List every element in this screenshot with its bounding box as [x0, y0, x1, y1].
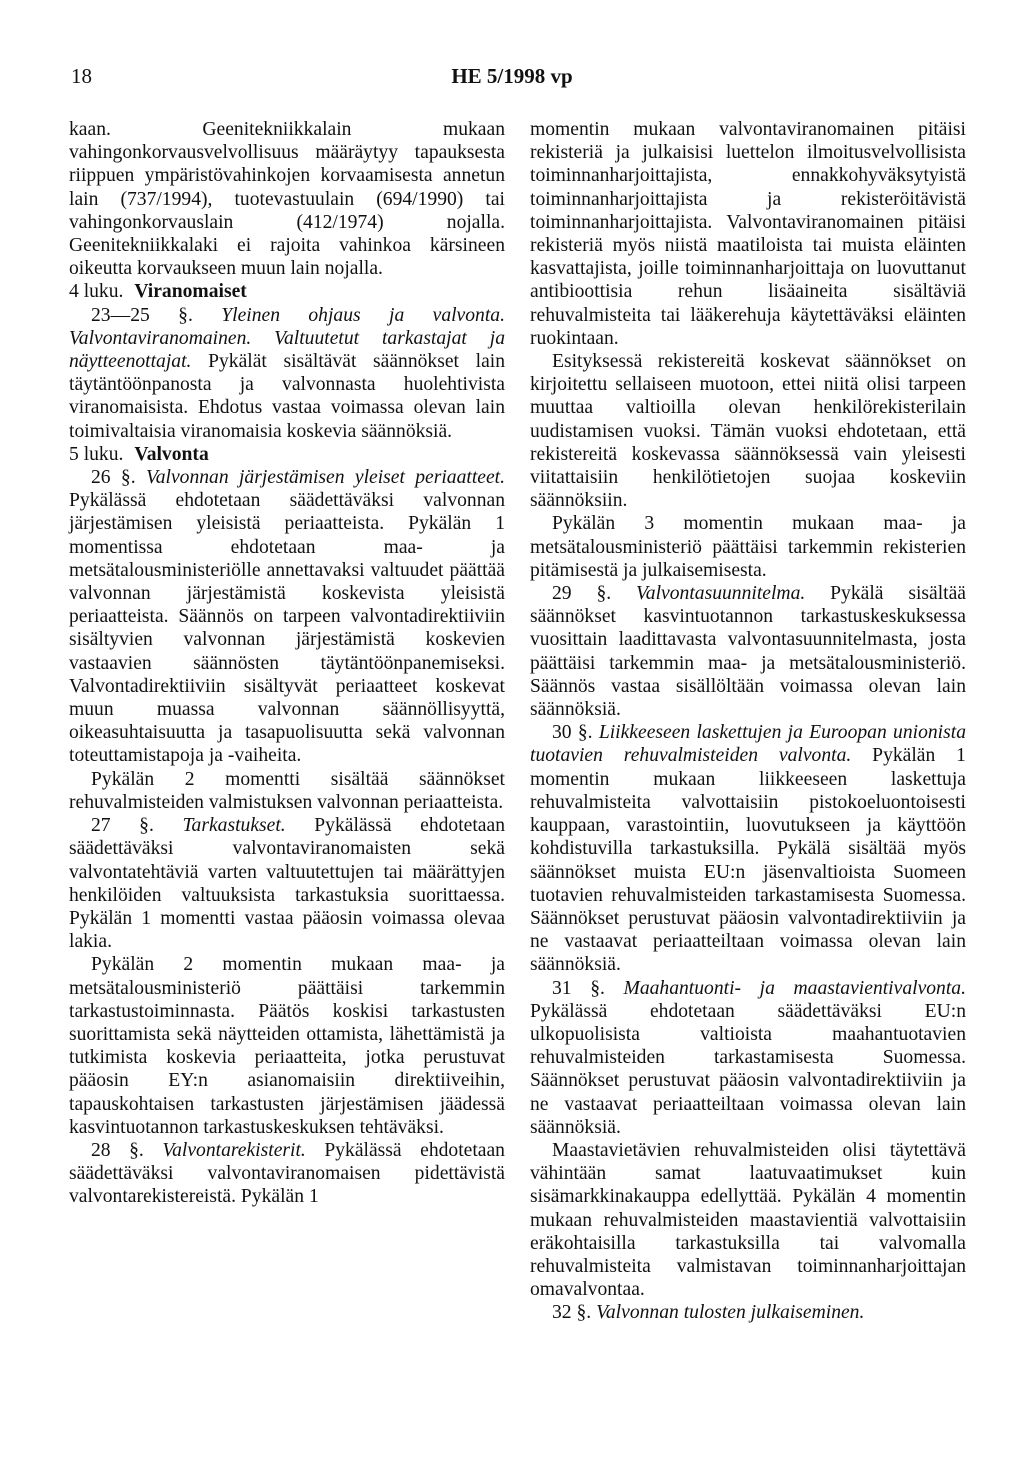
section-heading: Valvonnan järjestämisen yleiset periaatteet. — [145, 467, 506, 489]
section-text: Pykälässä ehdotetaan säädettäväksi EU:n ulkopuolisista valtioista maahantuotavien rehuvalmisteiden tarkastamisesta Suomessa. Säännökset perustuvat pääosin valvontadirektiiviin ja ne vastaavat periaatteiltaan voimassa olevan lain säännöksiä. — [530, 1000, 966, 1138]
section-number: 26 §. — [91, 467, 136, 489]
section-text: Pykälä sisältää säännökset kasvintuotannon tarkastuskeskuksessa vuosittain laadittavasta valvontasuunnitelmasta, josta päättäisi tarkemmin maa- ja metsätalousministeriö. Säännös vastaa sisällöltään voimassa olevan lain säännöksiä. — [530, 583, 966, 721]
section-heading: Liikkeeseen laskettujen ja Euroopan unionista tuotavien rehuvalmisteiden valvonta. — [530, 722, 966, 767]
page-number: 18 — [71, 64, 92, 88]
paragraph: Esityksessä rekistereitä koskevat säännökset on kirjoitettu sellaiseen muotoon, ettei niitä olisi tarpeen muuttaa valtioilla olevan henkilörekisterilain uudistamisen vuoksi. Tämän vuoksi ehdotetaan, että rekistereitä koskevassa säännöksessä vain yleisesti viitattaisiin henkilötietojen suojaa koskeviin säännöksiin. — [530, 351, 966, 512]
chapter-title: Valvonta — [134, 443, 209, 465]
right-column — [530, 118, 966, 1325]
paragraph: Pykälän 2 momentti sisältää säännökset rehuvalmisteiden valmistuksen valvonnan periaatteista. — [69, 768, 505, 813]
paragraph: momentin mukaan valvontaviranomainen pitäisi rekisteriä ja julkaisisi luettelon ilmoitusvelvollisista toiminnanharjoittajista, ennakkohyväksytyistä toiminnanharjoittajista ja rekisteröitävistä toiminnanharjoittajista. Valvontaviranomainen pitäisi rekisteriä myös niistä maatiloista tai muista eläinten kasvattajista, joille toiminnanharjoittaja on luovuttanut antibioottisia rehun lisäaineita sisältäviä rehuvalmisteita tai lääkerehuja käytettäväksi eläinten ruokintaan. — [530, 119, 966, 349]
left-column — [69, 118, 505, 1209]
section-text: Pykälässä ehdotetaan säädettäväksi valvonnan järjestämisen yleisistä periaatteista. Pykälän 1 momentissa ehdotetaan maa- ja metsätalousministeriölle annettavaksi valtuudet päättää valvonnan järjestämistä koskevista yleisistä periaatteista. Säännös on tarpeen valvontadirektiiviin sisältyvien valvonnan järjestämistä koskevien vastaavien säännösten täytäntöönpanemiseksi. Valvontadirektiiviin sisältyvät periaatteet koskevat muun muassa valvonnan säännöllisyyttä, oikeasuhtaisuutta ja tasapuolisuutta sekä valvonnan toteuttamistapoja ja -vaiheita. — [69, 490, 505, 767]
section-number: 31 §. — [552, 977, 605, 999]
paragraph: Pykälän 3 momentin mukaan maa- ja metsätalousministeriö päättäisi tarkemmin rekisterien pitämisestä ja julkaisemisesta. — [530, 513, 966, 581]
section-text: Pykälän 1 momentin mukaan liikkeeseen laskettuja rehuvalmisteita valvottaisiin pistokoeluontoisesti kauppaan, varastointiin, luovutukseen ja käyttöön kohdistuvilla tarkastuksilla. Pykälä sisältää myös säännökset muista EU:n jäsenvaltioista Suomeen tuotavien rehuvalmisteiden tarkastamisesta Suomessa. Säännökset perustuvat pääosin valvontadirektiiviin ja ne vastaavat periaatteiltaan voimassa olevan lain säännöksiä. — [530, 745, 966, 976]
section-text: Pykälässä ehdotetaan säädettäväksi valvontaviranomaisen pidettävistä valvontarekistereistä. Pykälän 1 — [69, 1139, 505, 1208]
section-text: Pykälät sisältävät säännökset lain täytäntöönpanosta ja valvonnasta huolehtivista viranomaisista. Ehdotus vastaa voimassa olevan lain toimivaltaisia viranomaisia koskevia säännöksiä. — [69, 351, 506, 442]
section-number: 32 §. — [552, 1302, 592, 1324]
running-head: HE 5/1998 vp — [451, 64, 573, 88]
section-27 — [69, 814, 505, 953]
chapter-heading-5 — [69, 443, 505, 466]
section-heading: Maahantuonti- ja maastavientivalvonta. — [623, 977, 966, 999]
section-number: 23—25 §. — [91, 304, 193, 326]
section-heading: Tarkastukset. — [182, 815, 286, 837]
section-number: 29 §. — [552, 583, 612, 605]
chapter-title: Viranomaiset — [134, 281, 247, 303]
section-26 — [69, 466, 505, 768]
section-29 — [530, 582, 966, 721]
section-heading: Valvontasuunnitelma. — [636, 583, 806, 605]
chapter-heading-4 — [69, 280, 505, 303]
section-number: 27 §. — [91, 815, 154, 837]
chapter-number: 5 luku. — [69, 443, 124, 465]
chapter-number: 4 luku. — [69, 281, 124, 303]
section-28 — [69, 1139, 505, 1209]
section-number: 28 §. — [91, 1139, 144, 1161]
section-number: 30 §. — [552, 722, 593, 744]
section-heading: Valvonnan tulosten julkaiseminen. — [596, 1302, 865, 1324]
section-23-25 — [69, 304, 505, 443]
paragraph: kaan. Geenitekniikkalain mukaan vahingonkorvausvelvollisuus määräytyy tapauksesta riippuen ympäristövahinkojen korvaamisesta annetun lain (737/1994), tuotevastuulain (694/1990) tai vahingonkorvauslain (412/1974) nojalla. Geenitekniikkalaki ei rajoita vahinkoa kärsineen oikeutta korvaukseen muun lain nojalla. — [69, 119, 505, 280]
section-30 — [530, 721, 966, 976]
section-31 — [530, 977, 966, 1139]
paragraph: Pykälän 2 momentin mukaan maa- ja metsätalousministeriö päättäisi tarkemmin tarkastustoiminnasta. Päätös koskisi tarkastusten suorittamista sekä näytteiden ottamista, lähettämistä ja tutkimista koskevia periaatteita, jotka perustuvat pääosin EY:n asianomaisiin direktiiveihin, tapauskohtaisen tarkastusten järjestämisen jäädessä kasvintuotannon tarkastuskeskuksen tehtäväksi. — [69, 954, 505, 1138]
section-32 — [530, 1301, 966, 1324]
section-heading: Valvontarekisterit. — [162, 1139, 306, 1161]
section-heading: Yleinen ohjaus ja valvonta. Valvontaviranomainen. Valtuutetut tarkastajat ja näytteenottajat. — [69, 304, 505, 373]
paragraph: Maastavietävien rehuvalmisteiden olisi täytettävä vähintään samat laatuvaatimukset kuin sisämarkkinakauppa edellyttää. Pykälän 4 momentin mukaan rehuvalmisteiden maastavientiä valvottaisiin eräkohtaisilla tarkastuksilla tai valvomalla rehuvalmisteita valmistavan toiminnanharjoittajan omavalvontaa. — [530, 1139, 966, 1301]
section-text: Pykälässä ehdotetaan säädettäväksi valvontaviranomaisten sekä valvontatehtäviä varten valtuutettujen tai määrättyjen henkilöiden valtuuksista tarkastuksia suorittaessa. Pykälän 1 momentti vastaa pääosin voimassa olevaa lakia. — [69, 815, 505, 953]
